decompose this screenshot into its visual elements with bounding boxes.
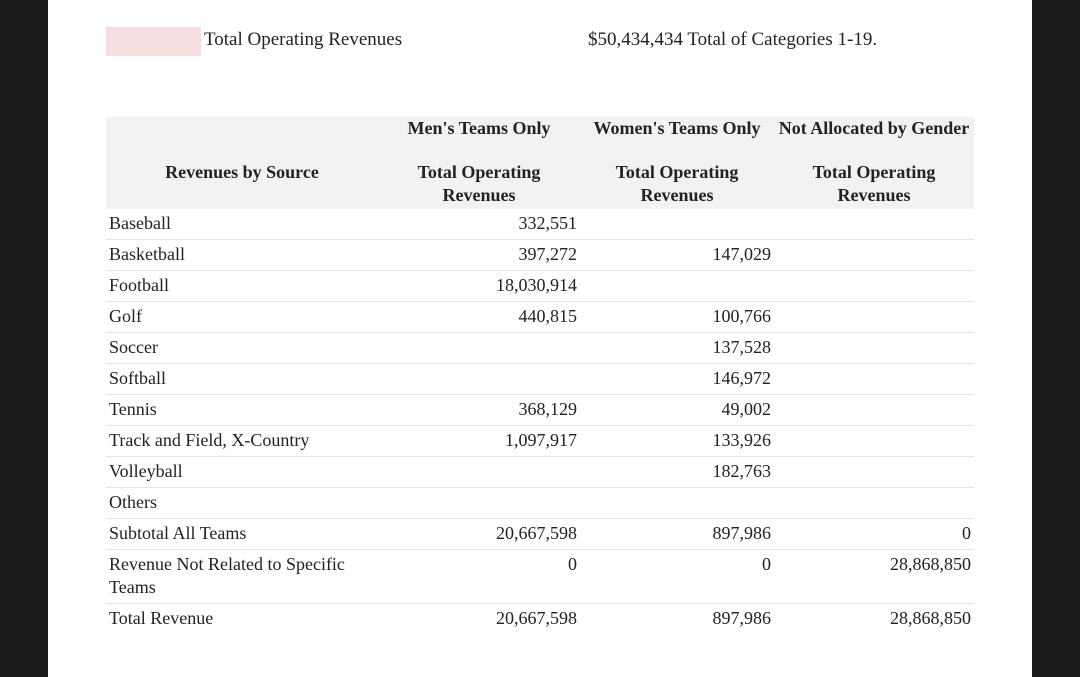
header-row-groups bbox=[106, 117, 974, 161]
women-revenue-cell: 897,986 bbox=[580, 519, 774, 550]
row-label: Golf bbox=[106, 302, 378, 333]
men-revenue-cell: 0 bbox=[378, 550, 580, 604]
not-allocated-revenue-cell bbox=[774, 209, 974, 240]
women-revenue-cell: 133,926 bbox=[580, 426, 774, 457]
category-color-swatch bbox=[106, 27, 201, 56]
table-row bbox=[106, 604, 974, 635]
not-allocated-revenue-cell bbox=[774, 457, 974, 488]
report-page bbox=[48, 0, 1032, 677]
women-revenue-cell bbox=[580, 488, 774, 519]
not-allocated-revenue-cell bbox=[774, 426, 974, 457]
not-allocated-revenue-cell: 28,868,850 bbox=[890, 608, 971, 628]
table-row bbox=[106, 550, 974, 604]
women-revenue-cell: 146,972 bbox=[580, 364, 774, 395]
column-header-men: Men's Teams Only bbox=[378, 117, 580, 161]
table-row bbox=[106, 240, 974, 271]
row-label: Volleyball bbox=[106, 457, 378, 488]
women-revenue-cell: 0 bbox=[580, 550, 774, 604]
men-revenue-cell: 440,815 bbox=[378, 302, 580, 333]
total-operating-revenues-summary bbox=[106, 26, 974, 56]
column-header-women: Women's Teams Only bbox=[580, 117, 774, 161]
table-row bbox=[106, 209, 974, 240]
summary-value: $50,434,434 Total of Categories 1-19. bbox=[588, 29, 878, 50]
women-revenue-cell bbox=[580, 209, 774, 240]
row-label: Total Revenue bbox=[109, 608, 214, 628]
revenues-table bbox=[106, 117, 974, 634]
not-allocated-revenue-cell bbox=[774, 364, 974, 395]
men-revenue-cell bbox=[378, 364, 580, 395]
table-row bbox=[106, 426, 974, 457]
row-label: Baseball bbox=[106, 209, 378, 240]
men-revenue-cell bbox=[378, 488, 580, 519]
table-row bbox=[106, 519, 974, 550]
row-label: Revenue Not Related to Specific Teams bbox=[106, 550, 378, 604]
men-revenue-cell: 332,551 bbox=[378, 209, 580, 240]
not-allocated-revenue-cell bbox=[774, 302, 974, 333]
men-revenue-cell: 368,129 bbox=[378, 395, 580, 426]
not-allocated-revenue-cell bbox=[774, 240, 974, 271]
column-header-source: Revenues by Source bbox=[106, 117, 378, 209]
women-revenue-cell: 49,002 bbox=[580, 395, 774, 426]
women-revenue-cell: 147,029 bbox=[580, 240, 774, 271]
not-allocated-revenue-cell bbox=[774, 271, 974, 302]
not-allocated-revenue-cell bbox=[774, 333, 974, 364]
men-revenue-cell bbox=[378, 457, 580, 488]
row-label: Basketball bbox=[106, 240, 378, 271]
row-label: Others bbox=[106, 488, 378, 519]
table-row bbox=[106, 488, 974, 519]
summary-label: Total Operating Revenues bbox=[204, 29, 403, 50]
subheader-men: Total Operating Revenues bbox=[378, 161, 580, 209]
table-row bbox=[106, 302, 974, 333]
row-label: Football bbox=[106, 271, 378, 302]
table-row bbox=[106, 271, 974, 302]
men-revenue-cell: 1,097,917 bbox=[378, 426, 580, 457]
men-revenue-cell: 20,667,598 bbox=[378, 519, 580, 550]
men-revenue-cell: 20,667,598 bbox=[496, 608, 577, 628]
table-row bbox=[106, 333, 974, 364]
row-label: Soccer bbox=[106, 333, 378, 364]
table-row bbox=[106, 395, 974, 426]
not-allocated-revenue-cell: 0 bbox=[774, 519, 974, 550]
women-revenue-cell: 100,766 bbox=[580, 302, 774, 333]
women-revenue-cell: 182,763 bbox=[580, 457, 774, 488]
table-row bbox=[106, 457, 974, 488]
women-revenue-cell: 137,528 bbox=[580, 333, 774, 364]
women-revenue-cell: 897,986 bbox=[712, 608, 771, 628]
women-revenue-cell bbox=[580, 271, 774, 302]
row-label: Tennis bbox=[106, 395, 378, 426]
table-row bbox=[106, 364, 974, 395]
men-revenue-cell: 397,272 bbox=[378, 240, 580, 271]
revenues-table-body bbox=[106, 209, 974, 634]
row-label: Subtotal All Teams bbox=[106, 519, 378, 550]
men-revenue-cell bbox=[378, 333, 580, 364]
column-header-not-allocated: Not Allocated by Gender bbox=[774, 117, 974, 161]
not-allocated-revenue-cell bbox=[774, 395, 974, 426]
row-label: Softball bbox=[106, 364, 378, 395]
not-allocated-revenue-cell: 28,868,850 bbox=[774, 550, 974, 604]
subheader-not-allocated: Total Operating Revenues bbox=[774, 161, 974, 209]
row-label: Track and Field, X-Country bbox=[106, 426, 378, 457]
not-allocated-revenue-cell bbox=[774, 488, 974, 519]
men-revenue-cell: 18,030,914 bbox=[378, 271, 580, 302]
subheader-women: Total Operating Revenues bbox=[580, 161, 774, 209]
